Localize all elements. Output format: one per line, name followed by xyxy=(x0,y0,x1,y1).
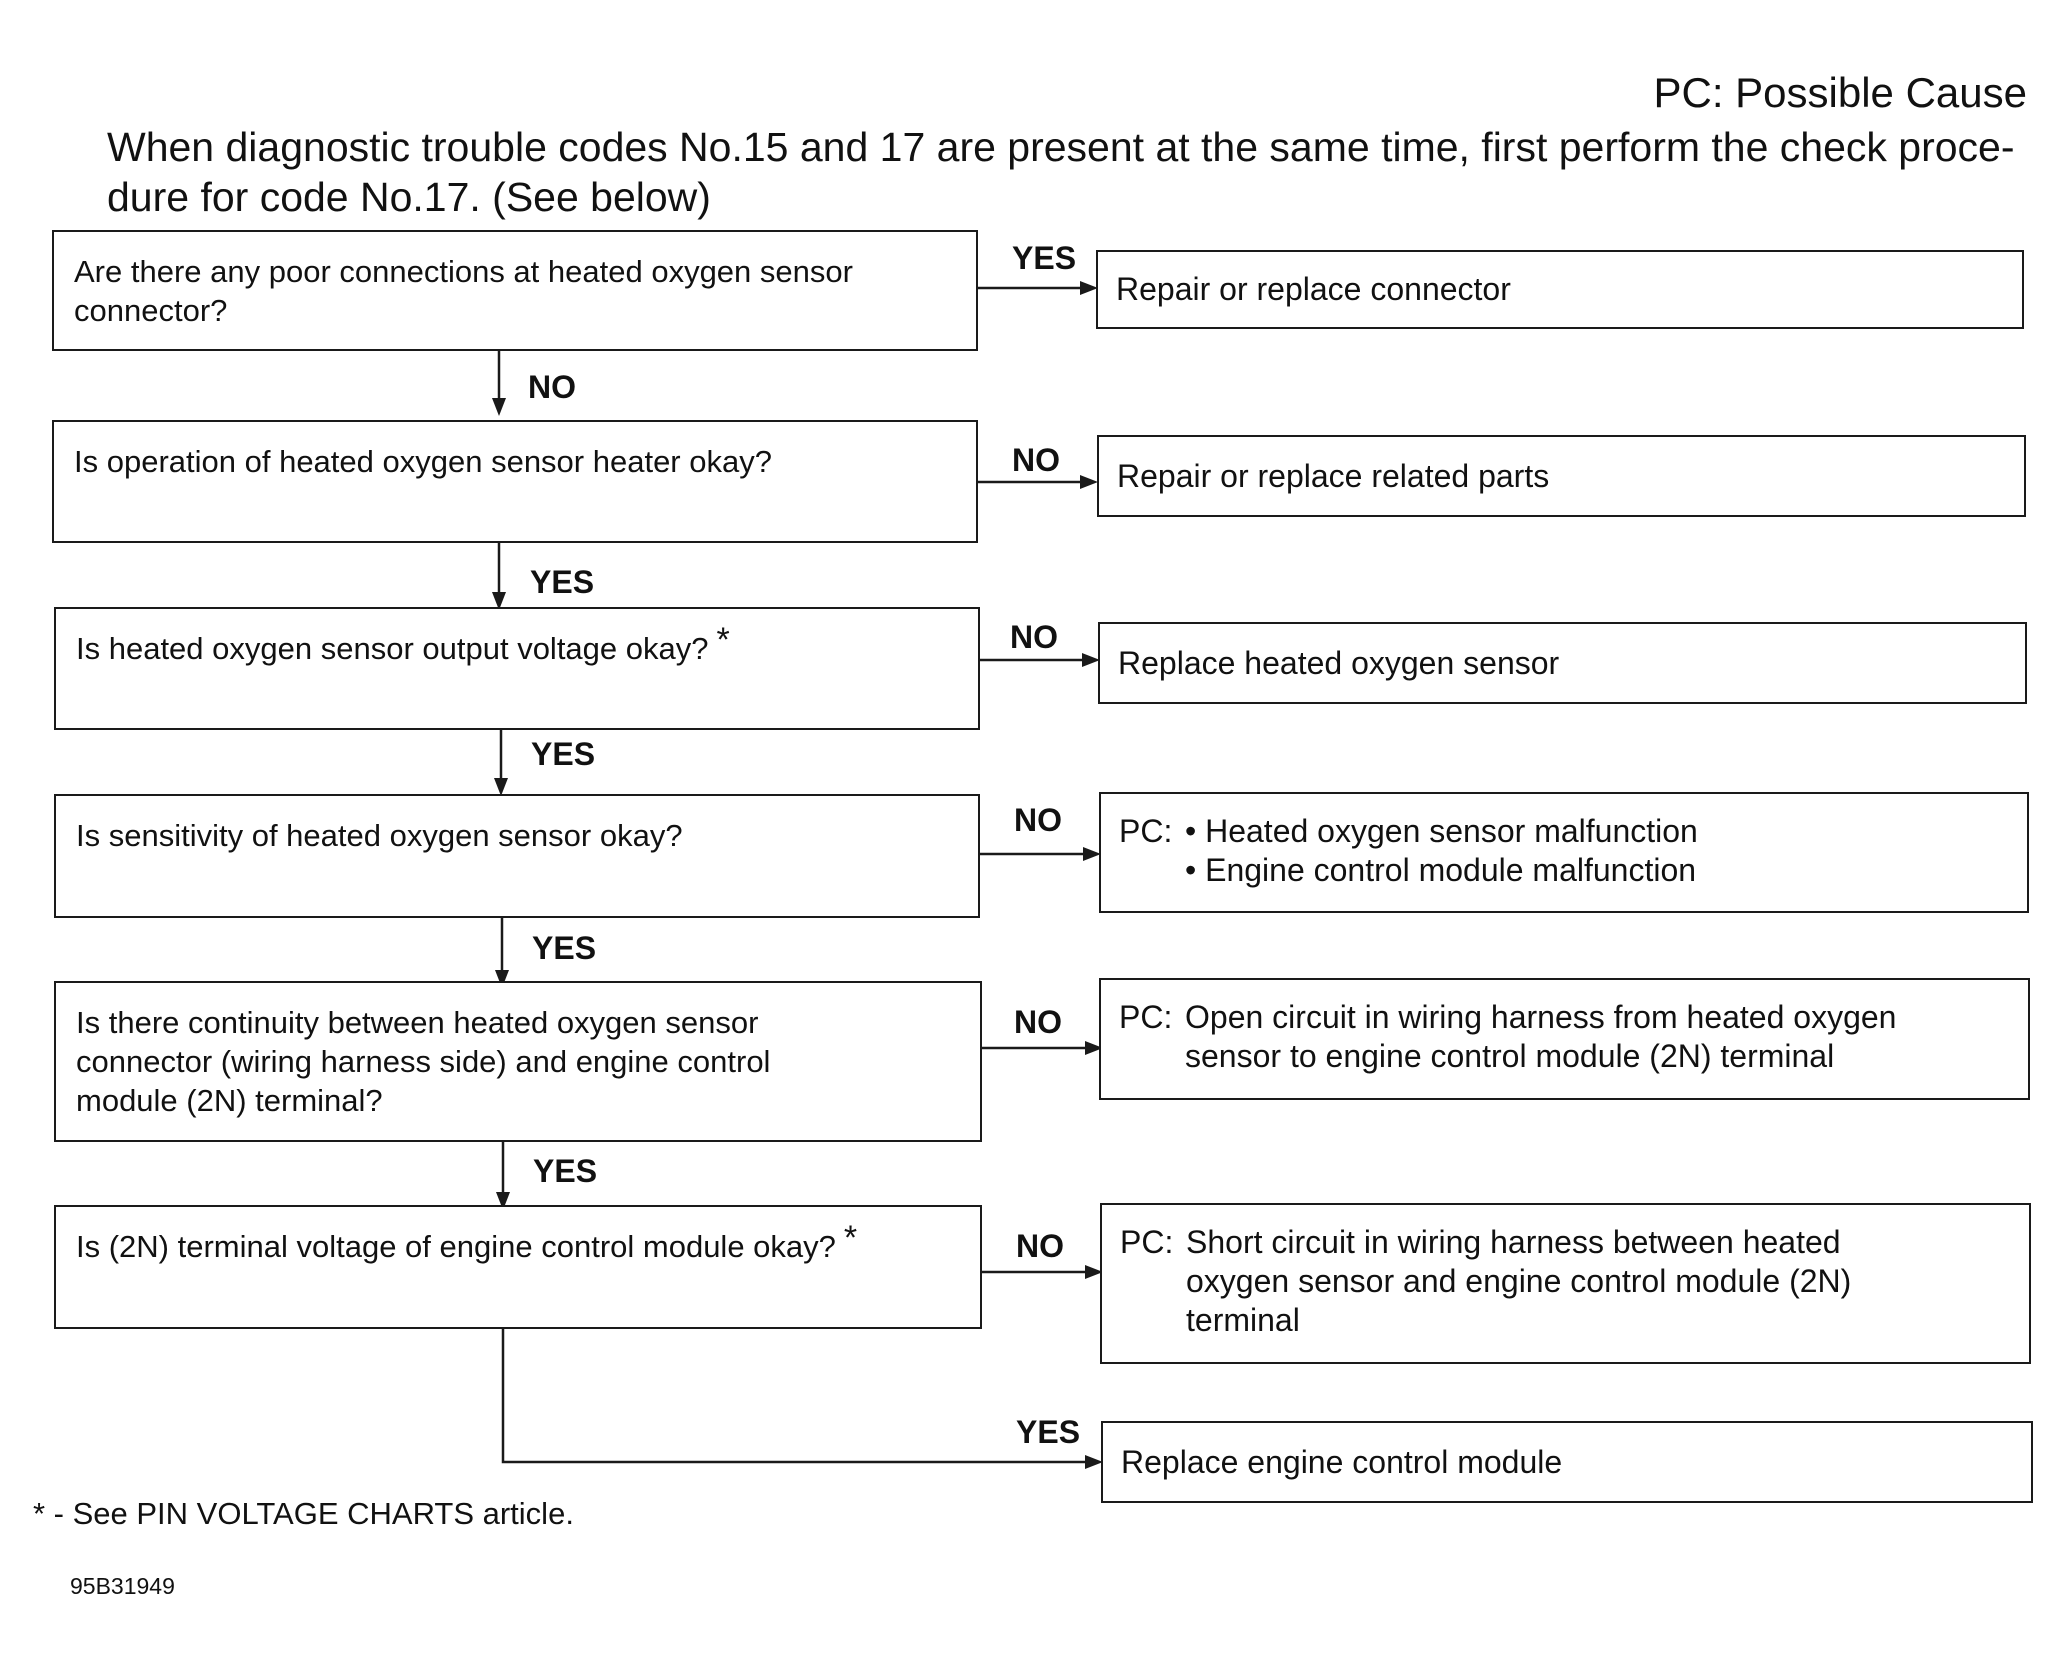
result-box-5 xyxy=(1099,978,2030,1100)
intro-line-2: dure for code No.17. (See below) xyxy=(107,174,711,220)
result-box-1 xyxy=(1096,250,2024,329)
side-label-4: NO xyxy=(1014,802,1062,838)
question-3-text: Is heated oxygen sensor output voltage okay? xyxy=(76,631,709,666)
down-label-3: YES xyxy=(531,736,596,772)
question-1-line-2: connector? xyxy=(74,293,228,328)
result-6-lines xyxy=(1186,1223,2011,1340)
question-box-4 xyxy=(54,794,980,918)
question-2-line-1: Is operation of heated oxygen sensor heater okay? xyxy=(74,444,772,479)
down-label-5: YES xyxy=(533,1153,598,1189)
result-6-line-2: oxygen sensor and engine control module (2N) xyxy=(1186,1263,1852,1299)
down-label-4: YES xyxy=(532,930,597,966)
footnote-asterisk: * xyxy=(843,1219,858,1257)
result-6-line-1: Short circuit in wiring harness between heated xyxy=(1186,1224,1841,1260)
side-label-1: YES xyxy=(1012,240,1077,276)
result-box-2 xyxy=(1097,435,2026,517)
side-label-3: NO xyxy=(1010,619,1058,655)
result-4-content xyxy=(1119,812,2009,890)
figure-id: 95B31949 xyxy=(70,1573,175,1599)
result-6-prefix: PC: xyxy=(1120,1224,1174,1260)
question-5-line-3: module (2N) terminal? xyxy=(76,1083,383,1118)
result-2-line-1: Repair or replace related parts xyxy=(1117,457,1550,494)
result-5-line-2: sensor to engine control module (2N) terminal xyxy=(1185,1038,1835,1074)
side-label-7: YES xyxy=(1016,1414,1081,1450)
result-5-content xyxy=(1119,998,2010,1076)
result-box-4 xyxy=(1099,792,2029,913)
result-5-line-1: Open circuit in wiring harness from heated oxygen xyxy=(1185,999,1897,1035)
result-box-3 xyxy=(1098,622,2027,704)
result-4-prefix: PC: xyxy=(1119,813,1173,849)
result-box-6 xyxy=(1100,1203,2031,1364)
down-label-2: YES xyxy=(530,564,595,600)
side-label-6: NO xyxy=(1016,1228,1064,1264)
footnote: * - See PIN VOLTAGE CHARTS article. xyxy=(33,1496,574,1531)
result-6-content xyxy=(1120,1223,2011,1340)
result-5-prefix: PC: xyxy=(1119,999,1173,1035)
question-box-6 xyxy=(54,1205,982,1329)
question-6-text: Is (2N) terminal voltage of engine control module okay? xyxy=(76,1229,836,1264)
footnote-asterisk: * xyxy=(716,621,730,659)
question-box-1 xyxy=(52,230,978,351)
question-box-2 xyxy=(52,420,978,543)
question-5-line-1: Is there continuity between heated oxygen sensor xyxy=(76,1005,759,1040)
result-4-line-2: • Engine control module malfunction xyxy=(1185,852,1697,888)
result-3-line-1: Replace heated oxygen sensor xyxy=(1118,644,1560,681)
result-1-line-1: Repair or replace connector xyxy=(1116,271,1511,307)
side-arrowhead-2 xyxy=(1080,475,1098,489)
result-7-line-1: Replace engine control module xyxy=(1121,1443,1563,1480)
legend-text: PC: Possible Cause xyxy=(1653,69,2027,116)
question-6-line-1 xyxy=(76,1219,962,1266)
result-6-line-3: terminal xyxy=(1186,1302,1300,1338)
result-4-line-1: • Heated oxygen sensor malfunction xyxy=(1185,813,1698,849)
question-box-5 xyxy=(54,981,982,1142)
final-connector xyxy=(503,1328,1090,1462)
down-label-1: NO xyxy=(528,369,576,405)
result-4-lines xyxy=(1185,812,2009,890)
question-1-line-1: Are there any poor connections at heated oxygen sensor xyxy=(74,254,853,289)
question-4-line-1: Is sensitivity of heated oxygen sensor okay? xyxy=(76,818,683,853)
side-label-5: NO xyxy=(1014,1004,1062,1040)
intro-line-1: When diagnostic trouble codes No.15 and 17 are present at the same time, first perform the check proce- xyxy=(107,124,2015,170)
down-arrowhead-1 xyxy=(492,398,506,416)
question-3-line-1 xyxy=(76,621,960,668)
result-box-7 xyxy=(1101,1421,2033,1503)
question-5-line-2: connector (wiring harness side) and engine control xyxy=(76,1044,771,1079)
result-5-lines xyxy=(1185,998,2010,1076)
side-label-2: NO xyxy=(1012,442,1060,478)
question-box-3 xyxy=(54,607,980,730)
